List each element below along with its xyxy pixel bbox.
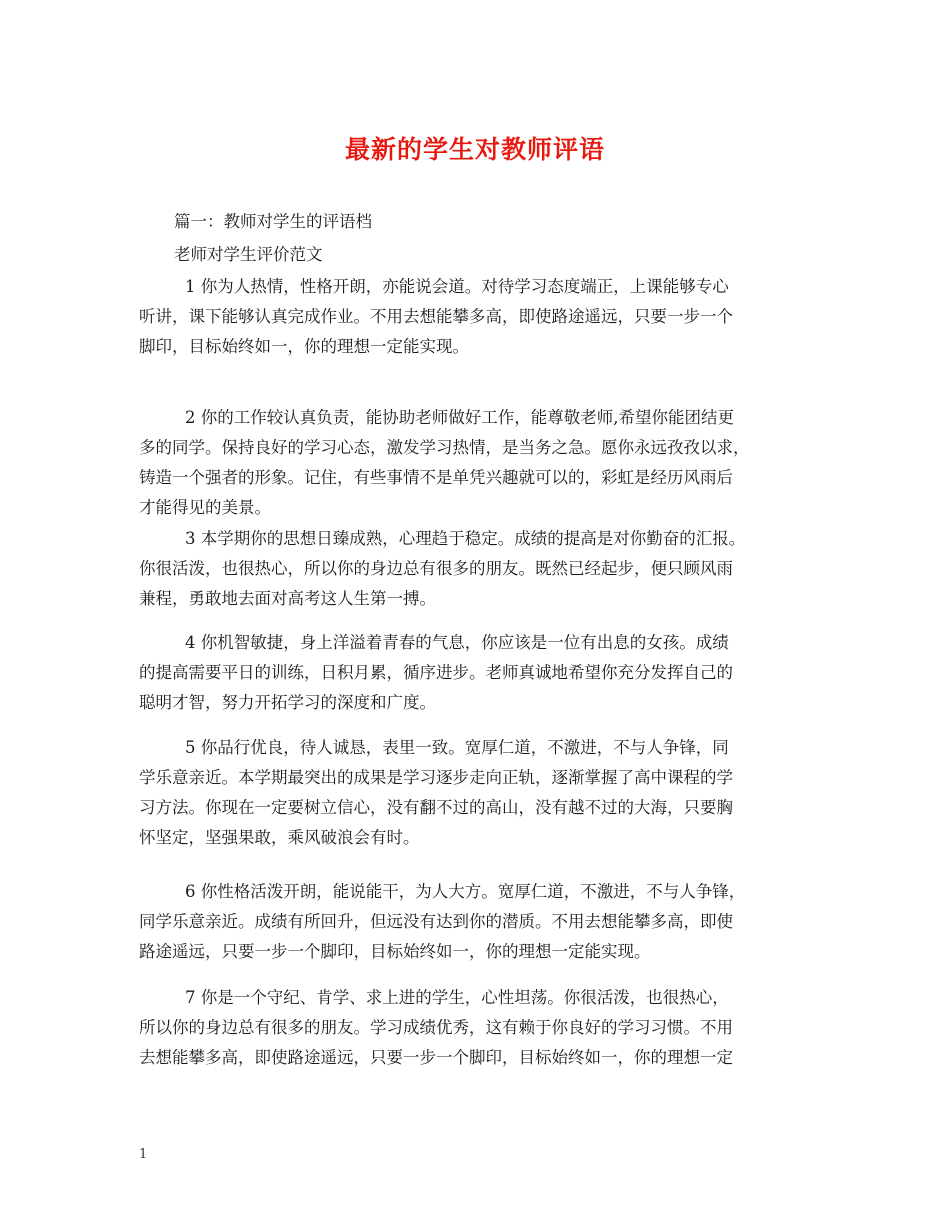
paragraph-4 [139,628,819,718]
paragraph-3 [139,524,819,614]
section-heading: 篇一：教师对学生的评语档 [174,212,372,231]
document-title: 最新的学生对教师评语 [344,135,605,164]
paragraph-2 [139,403,819,523]
paragraph-line: 1 你为人热情，性格开朗，亦能说会道。对待学习态度端正，上课能够专心 [185,277,729,296]
paragraph-5 [139,733,819,853]
paragraph-line: 脚印，目标始终如一，你的理想一定能实现。 [139,337,469,356]
subsection-heading: 老师对学生评价范文 [174,245,323,264]
paragraph-line: 铸造一个强者的形象。记住，有些事情不是单凭兴趣就可以的，彩虹是经历风雨后 [139,468,733,487]
paragraph-line: 路途遥远，只要一步一个脚印，目标始终如一，你的理想一定能实现。 [139,942,651,961]
paragraph-7 [139,983,819,1073]
paragraph-1 [139,272,819,362]
paragraph-line: 怀坚定，坚强果敢，乘风破浪会有时。 [139,828,420,847]
paragraph-line: 7 你是一个守纪、肯学、求上进的学生，心性坦荡。你很活泼，也很热心， [185,988,729,1007]
paragraph-line: 6 你性格活泼开朗，能说能干，为人大方。宽厚仁道，不激进，不与人争锋， [185,882,746,901]
page-number: 1 [139,1147,148,1162]
paragraph-line: 同学乐意亲近。成绩有所回升，但远没有达到你的潜质。不用去想能攀多高，即使 [139,912,733,931]
paragraph-line: 5 你品行优良，待人诚恳，表里一致。宽厚仁道，不激进，不与人争锋，同 [185,738,729,757]
paragraph-line: 3 本学期你的思想日臻成熟，心理趋于稳定。成绩的提高是对你勤奋的汇报。 [185,529,746,548]
paragraph-line: 的提高需要平日的训练，日积月累，循序进步。老师真诚地希望你充分发挥自己的 [139,663,733,682]
paragraph-line: 才能得见的美景。 [139,498,271,517]
paragraph-line: 多的同学。保持良好的学习心态，激发学习热情，是当务之急。愿你永远孜孜以求， [139,438,750,457]
paragraph-line: 兼程，勇敢地去面对高考这人生第一搏。 [139,589,436,608]
paragraph-line: 你很活泼，也很热心，所以你的身边总有很多的朋友。既然已经起步，便只顾风雨 [139,559,733,578]
paragraph-6 [139,877,819,967]
paragraph-line: 聪明才智，努力开拓学习的深度和广度。 [139,693,436,712]
paragraph-line: 学乐意亲近。本学期最突出的成果是学习逐步走向正轨，逐渐掌握了高中课程的学 [139,768,733,787]
paragraph-line: 习方法。你现在一定要树立信心，没有翻不过的高山，没有越不过的大海，只要胸 [139,798,733,817]
paragraph-line: 所以你的身边总有很多的朋友。学习成绩优秀，这有赖于你良好的学习习惯。不用 [139,1018,733,1037]
paragraph-line: 听讲，课下能够认真完成作业。不用去想能攀多高，即使路途遥远，只要一步一个 [139,307,733,326]
paragraph-line: 2 你的工作较认真负责，能协助老师做好工作，能尊敬老师,希望你能团结更 [185,408,734,427]
paragraph-line: 4 你机智敏捷，身上洋溢着青春的气息，你应该是一位有出息的女孩。成绩 [185,633,729,652]
paragraph-line: 去想能攀多高，即使路途遥远，只要一步一个脚印，目标始终如一，你的理想一定 [139,1048,733,1067]
